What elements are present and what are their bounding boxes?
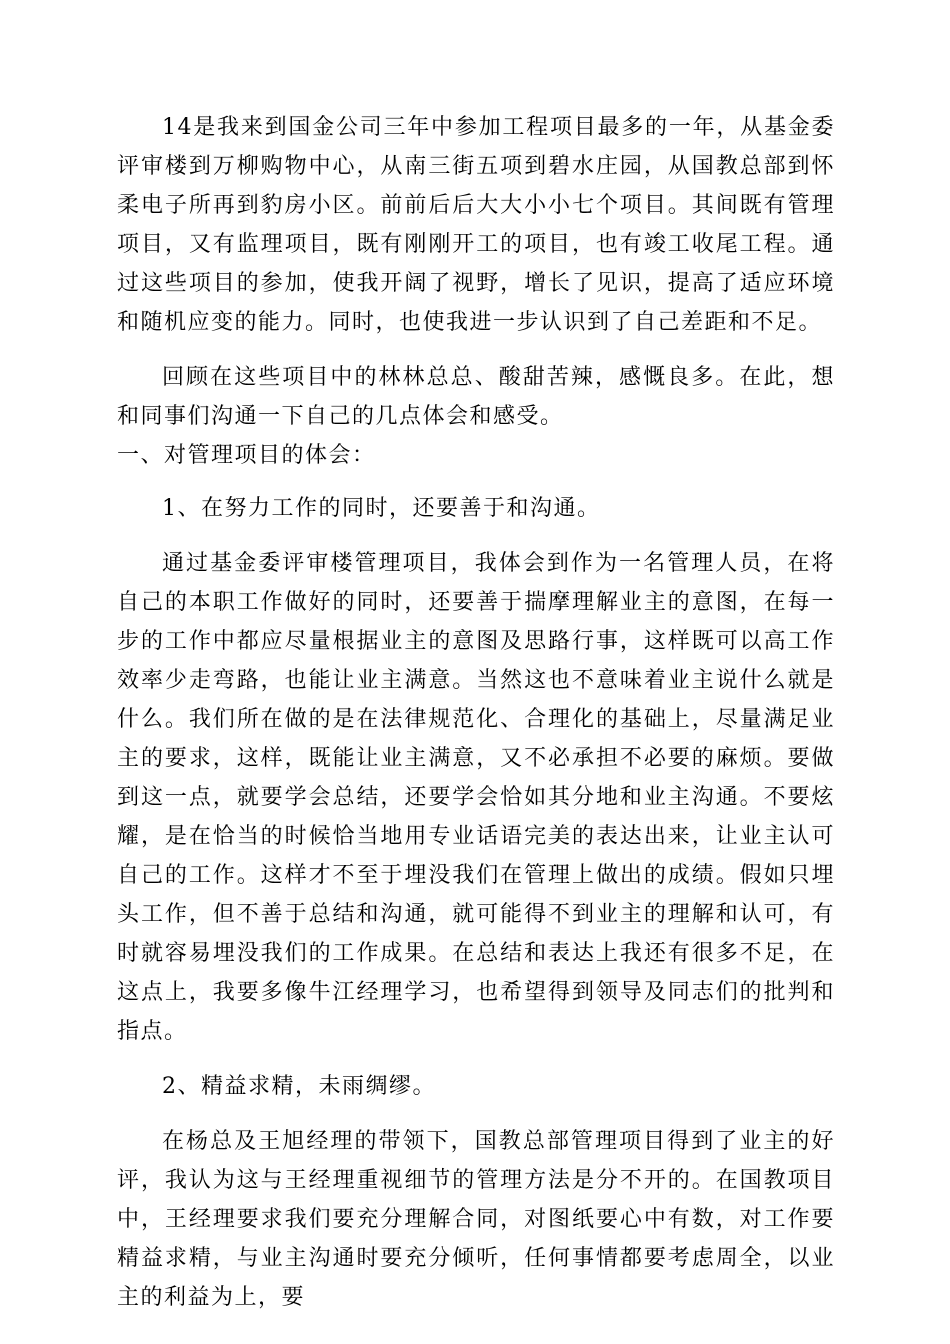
body-paragraph-2: 在杨总及王旭经理的带领下，国教总部管理项目得到了业主的好评，我认为这与王经理重视细节的管理方法是分不开的。在国教项目中，王经理要求我们要充分理解合同，对图纸要心中有数，对工作要精益求精，与业主沟通时要充分倾听，任何事情都要考虑周全，以业主的利益为上，要 <box>117 1129 835 1310</box>
reflection-paragraph: 回顾在这些项目中的林林总总、酸甜苦辣，感慨良多。在此，想和同事们沟通一下自己的几点体会和感受。 <box>117 365 835 429</box>
subheading-1: 1、在努力工作的同时，还要善于和沟通。 <box>162 496 601 521</box>
section-heading: 一、对管理项目的体会： <box>117 443 376 468</box>
intro-paragraph: 14是我来到国金公司三年中参加工程项目最多的一年，从基金委评审楼到万柳购物中心，从南三街五项到碧水庄园，从国教总部到怀柔电子所再到豹房小区。前前后后大大小小七个项目。其间既有管理项目，又有监理项目，既有刚刚开工的项目，也有竣工收尾工程。通过这些项目的参加，使我开阔了视野，增长了见识，提高了适应环境和随机应变的能力。同时，也使我进一步认识到了自己差距和不足。 <box>117 115 835 335</box>
subheading-2: 2、精益求精，未雨绸缪。 <box>162 1074 436 1099</box>
document-page <box>117 108 835 1317</box>
body-paragraph-1: 通过基金委评审楼管理项目，我体会到作为一名管理人员，在将自己的本职工作做好的同时，还要善于揣摩理解业主的意图，在每一步的工作中都应尽量根据业主的意图及思路行事，这样既可以高工作效率少走弯路，也能让业主满意。当然这也不意味着业主说什么就是什么。我们所在做的是在法律规范化、合理化的基础上，尽量满足业主的要求，这样，既能让业主满意，又不必承担不必要的麻烦。要做到这一点，就要学会总结，还要学会恰如其分地和业主沟通。不要炫耀，是在恰当的时候恰当地用专业话语完美的表达出来，让业主认可自己的工作。这样才不至于埋没我们在管理上做出的成绩。假如只埋头工作，但不善于总结和沟通，就可能得不到业主的理解和认可，有时就容易埋没我们的工作成果。在总结和表达上我还有很多不足，在这点上，我要多像牛江经理学习，也希望得到领导及同志们的批判和指点。 <box>117 551 835 1044</box>
